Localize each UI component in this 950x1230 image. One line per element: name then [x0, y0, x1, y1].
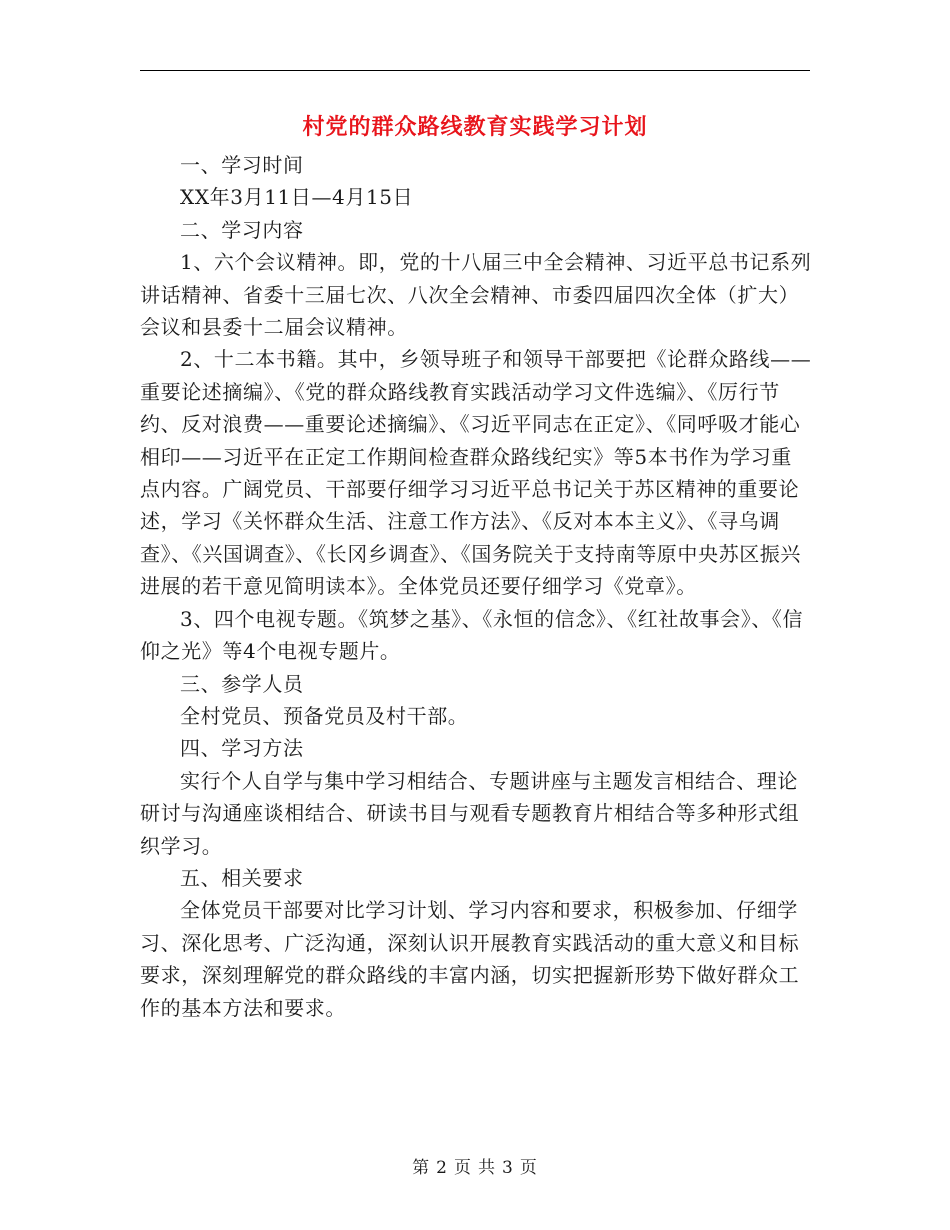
- footer-total-label: 共: [478, 1158, 496, 1178]
- section-heading-participants: 三、参学人员: [180, 671, 304, 696]
- footer-total-pages: 3: [502, 1158, 514, 1178]
- section-heading-time: 一、学习时间: [180, 153, 304, 177]
- header-rule: [140, 70, 810, 71]
- section-heading-content: 二、学习内容: [180, 217, 304, 242]
- paragraph-date-range: XX年3月11日—4月15日: [180, 185, 414, 210]
- section-heading-requirements: 五、相关要求: [180, 865, 304, 890]
- paragraph-item-1: 1、六个会议精神。即，党的十八届三中全会精神、习近平总书记系列讲话精神、省委十三届七次、八次全会精神、市委四届四次全体（扩大）会议和县委十二届会议精神。: [140, 250, 812, 340]
- document-body: [140, 149, 812, 1024]
- document-title: 村党的群众路线教育实践学习计划: [302, 114, 648, 140]
- paragraph-item-2: 2、十二本书籍。其中，乡领导班子和领导干部要把《论群众路线——重要论述摘编》、《党的群众路线教育实践活动学习文件选编》、《厉行节约、反对浪费——重要论述摘编》、《习近平同志在正定》、《同呼吸才能心相印——习近平在正定工作期间检查群众路线纪实》等5本书作为学习重点内容。广阔党员、干部要仔细学习习近平总书记关于苏区精神的重要论述，学习《关怀群众生活、注意工作方法》、《反对本本主义》、《寻乌调查》、《兴国调查》、《长冈乡调查》、《国务院关于支持南等原中央苏区振兴进展的若干意见简明读本》。全体党员还要仔细学习《党章》。: [140, 347, 812, 599]
- paragraph-participants: 全村党员、预备党员及村干部。: [180, 703, 469, 728]
- footer-page-number: 2: [436, 1158, 448, 1178]
- section-heading-methods: 四、学习方法: [180, 736, 304, 761]
- paragraph-methods: 实行个人自学与集中学习相结合、专题讲座与主题发言相结合、理论研讨与沟通座谈相结合、研读书目与观看专题教育片相结合等多种形式组织学习。: [140, 768, 800, 858]
- footer-page-label: 页: [454, 1158, 472, 1178]
- page-footer: [0, 1153, 950, 1178]
- paragraph-item-3: 3、四个电视专题。《筑梦之基》、《永恒的信念》、《红社故事会》、《信仰之光》等4个电视专题片。: [140, 606, 804, 664]
- footer-prefix: 第: [412, 1158, 431, 1178]
- paragraph-requirements: 全体党员干部要对比学习计划、学习内容和要求，积极参加、仔细学习、深化思考、广泛沟通，深刻认识开展教育实践活动的重大意义和目标要求，深刻理解党的群众路线的丰富内涵，切实把握新形势下做好群众工作的基本方法和要求。: [140, 898, 800, 1020]
- footer-suffix: 页: [519, 1158, 538, 1178]
